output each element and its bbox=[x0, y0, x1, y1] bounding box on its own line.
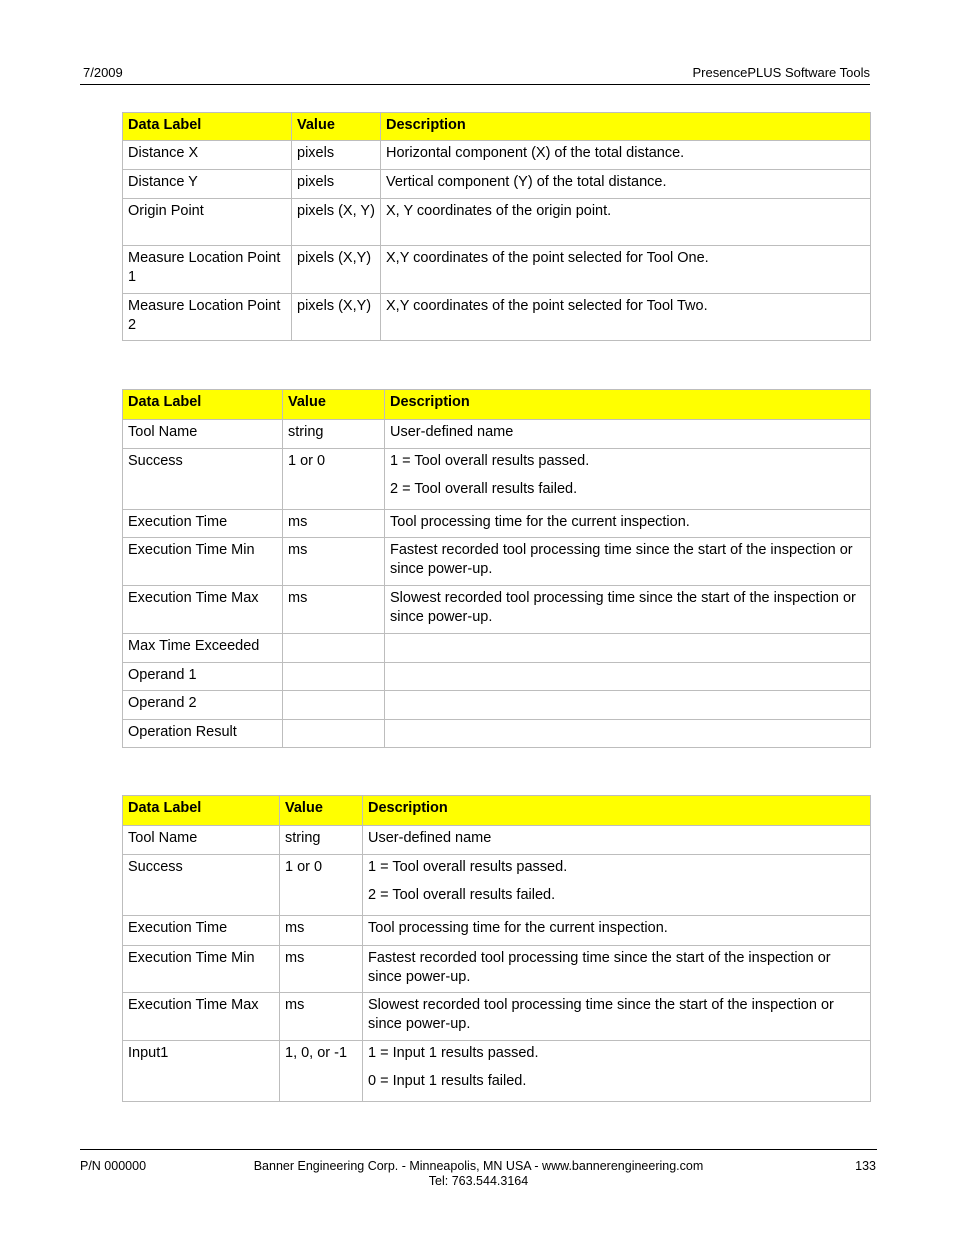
cell-data-label: Execution Time Min bbox=[123, 946, 280, 993]
cell-description bbox=[363, 1041, 871, 1102]
column-header-description: Description bbox=[385, 390, 871, 420]
data-table-measure bbox=[122, 112, 871, 341]
description-line: 0 = Input 1 results failed. bbox=[368, 1073, 527, 1089]
cell-value: pixels (X,Y) bbox=[292, 246, 381, 294]
table-row bbox=[123, 420, 871, 449]
table-header-row bbox=[123, 390, 871, 420]
cell-description bbox=[381, 246, 871, 294]
cell-value bbox=[283, 634, 385, 663]
cell-data-label: Distance X bbox=[123, 141, 292, 170]
cell-data-label: Operand 1 bbox=[123, 663, 283, 691]
cell-value: 1 or 0 bbox=[280, 855, 363, 916]
page-header bbox=[80, 64, 870, 85]
cell-value: ms bbox=[280, 993, 363, 1041]
description-line: X,Y coordinates of the point selected for Tool One. bbox=[386, 250, 709, 266]
description-line: Vertical component (Y) of the total distance. bbox=[386, 174, 667, 190]
description-line: Slowest recorded tool processing time since the start of the inspection or since power-up. bbox=[368, 997, 834, 1032]
cell-description bbox=[381, 199, 871, 246]
description-line: User-defined name bbox=[368, 830, 492, 846]
cell-description bbox=[385, 510, 871, 538]
column-header-description: Description bbox=[363, 796, 871, 826]
cell-data-label: Success bbox=[123, 855, 280, 916]
column-header-data-label: Data Label bbox=[123, 390, 283, 420]
cell-value: 1 or 0 bbox=[283, 449, 385, 510]
table-row bbox=[123, 510, 871, 538]
cell-description bbox=[385, 691, 871, 720]
cell-data-label: Operation Result bbox=[123, 720, 283, 748]
cell-description bbox=[385, 720, 871, 748]
cell-value: pixels (X,Y) bbox=[292, 294, 381, 341]
cell-data-label: Execution Time bbox=[123, 510, 283, 538]
table-row bbox=[123, 691, 871, 720]
cell-description bbox=[381, 141, 871, 170]
table-row bbox=[123, 538, 871, 586]
table-row bbox=[123, 141, 871, 170]
table-row bbox=[123, 663, 871, 691]
cell-data-label: Tool Name bbox=[123, 826, 280, 855]
description-line: Fastest recorded tool processing time since the start of the inspection or since power-up. bbox=[390, 542, 853, 577]
table-row bbox=[123, 634, 871, 663]
footer-part-number: P/N 000000 bbox=[80, 1159, 147, 1173]
column-header-data-label: Data Label bbox=[123, 113, 292, 141]
table-row bbox=[123, 170, 871, 199]
footer-company bbox=[80, 1159, 877, 1189]
cell-description bbox=[363, 826, 871, 855]
footer-phone: Tel: 763.544.3164 bbox=[428, 1174, 529, 1188]
cell-description bbox=[385, 663, 871, 691]
description-line: 2 = Tool overall results failed. bbox=[390, 481, 578, 497]
description-line: 2 = Tool overall results failed. bbox=[368, 887, 556, 903]
cell-value: pixels bbox=[292, 141, 381, 170]
description-line: 1 = Tool overall results passed. bbox=[368, 859, 568, 875]
description-line: Tool processing time for the current inspection. bbox=[390, 514, 690, 530]
cell-value: ms bbox=[283, 538, 385, 586]
table-row bbox=[123, 449, 871, 510]
cell-description bbox=[385, 420, 871, 449]
table-row bbox=[123, 199, 871, 246]
description-line: Tool processing time for the current inspection. bbox=[368, 920, 668, 936]
cell-value: pixels bbox=[292, 170, 381, 199]
description-line: Slowest recorded tool processing time since the start of the inspection or since power-up. bbox=[390, 590, 856, 625]
cell-value: ms bbox=[280, 946, 363, 993]
cell-value bbox=[283, 663, 385, 691]
cell-description bbox=[385, 634, 871, 663]
cell-value: ms bbox=[283, 510, 385, 538]
column-header-data-label: Data Label bbox=[123, 796, 280, 826]
table-row bbox=[123, 1041, 871, 1102]
cell-value: string bbox=[280, 826, 363, 855]
column-header-value: Value bbox=[292, 113, 381, 141]
cell-value bbox=[283, 720, 385, 748]
cell-data-label: Operand 2 bbox=[123, 691, 283, 720]
footer-company-line: Banner Engineering Corp. - Minneapolis, MN USA - www.bannerengineering.com bbox=[253, 1159, 704, 1173]
cell-description bbox=[363, 993, 871, 1041]
cell-data-label: Origin Point bbox=[123, 199, 292, 246]
cell-value bbox=[283, 691, 385, 720]
header-date: 7/2009 bbox=[83, 65, 123, 80]
data-table-math bbox=[122, 389, 871, 748]
header-title: PresencePLUS Software Tools bbox=[692, 65, 870, 80]
cell-description bbox=[385, 586, 871, 634]
cell-value: 1, 0, or -1 bbox=[280, 1041, 363, 1102]
data-table-logic bbox=[122, 795, 871, 1102]
description-line: Horizontal component (X) of the total distance. bbox=[386, 145, 685, 161]
table-row bbox=[123, 993, 871, 1041]
cell-data-label: Execution Time Max bbox=[123, 586, 283, 634]
table-header-row bbox=[123, 796, 871, 826]
cell-data-label: Success bbox=[123, 449, 283, 510]
column-header-value: Value bbox=[280, 796, 363, 826]
description-line: Fastest recorded tool processing time since the start of the inspection or since power-up. bbox=[368, 950, 831, 985]
cell-description bbox=[381, 294, 871, 341]
cell-value: pixels (X, Y) bbox=[292, 199, 381, 246]
description-line: 1 = Tool overall results passed. bbox=[390, 453, 590, 469]
cell-value: string bbox=[283, 420, 385, 449]
description-line: User-defined name bbox=[390, 424, 514, 440]
cell-data-label: Distance Y bbox=[123, 170, 292, 199]
cell-description bbox=[385, 538, 871, 586]
table-row bbox=[123, 826, 871, 855]
cell-description bbox=[363, 916, 871, 946]
cell-data-label: Measure Location Point 1 bbox=[123, 246, 292, 294]
cell-description bbox=[363, 946, 871, 993]
column-header-description: Description bbox=[381, 113, 871, 141]
cell-value: ms bbox=[283, 586, 385, 634]
table-row bbox=[123, 294, 871, 341]
cell-description bbox=[363, 855, 871, 916]
cell-data-label: Execution Time bbox=[123, 916, 280, 946]
cell-data-label: Max Time Exceeded bbox=[123, 634, 283, 663]
cell-data-label: Measure Location Point 2 bbox=[123, 294, 292, 341]
cell-description bbox=[381, 170, 871, 199]
table-row bbox=[123, 946, 871, 993]
cell-value: ms bbox=[280, 916, 363, 946]
table-row bbox=[123, 916, 871, 946]
cell-data-label: Input1 bbox=[123, 1041, 280, 1102]
description-line: 1 = Input 1 results passed. bbox=[368, 1045, 539, 1061]
table-row bbox=[123, 855, 871, 916]
description-line: X, Y coordinates of the origin point. bbox=[386, 203, 612, 219]
cell-data-label: Tool Name bbox=[123, 420, 283, 449]
footer-page-number: 133 bbox=[855, 1159, 876, 1173]
cell-description bbox=[385, 449, 871, 510]
table-row bbox=[123, 246, 871, 294]
table-row bbox=[123, 586, 871, 634]
table-row bbox=[123, 720, 871, 748]
description-line: X,Y coordinates of the point selected for Tool Two. bbox=[386, 298, 708, 314]
table-header-row bbox=[123, 113, 871, 141]
column-header-value: Value bbox=[283, 390, 385, 420]
page-footer bbox=[80, 1149, 877, 1188]
cell-data-label: Execution Time Max bbox=[123, 993, 280, 1041]
cell-data-label: Execution Time Min bbox=[123, 538, 283, 586]
